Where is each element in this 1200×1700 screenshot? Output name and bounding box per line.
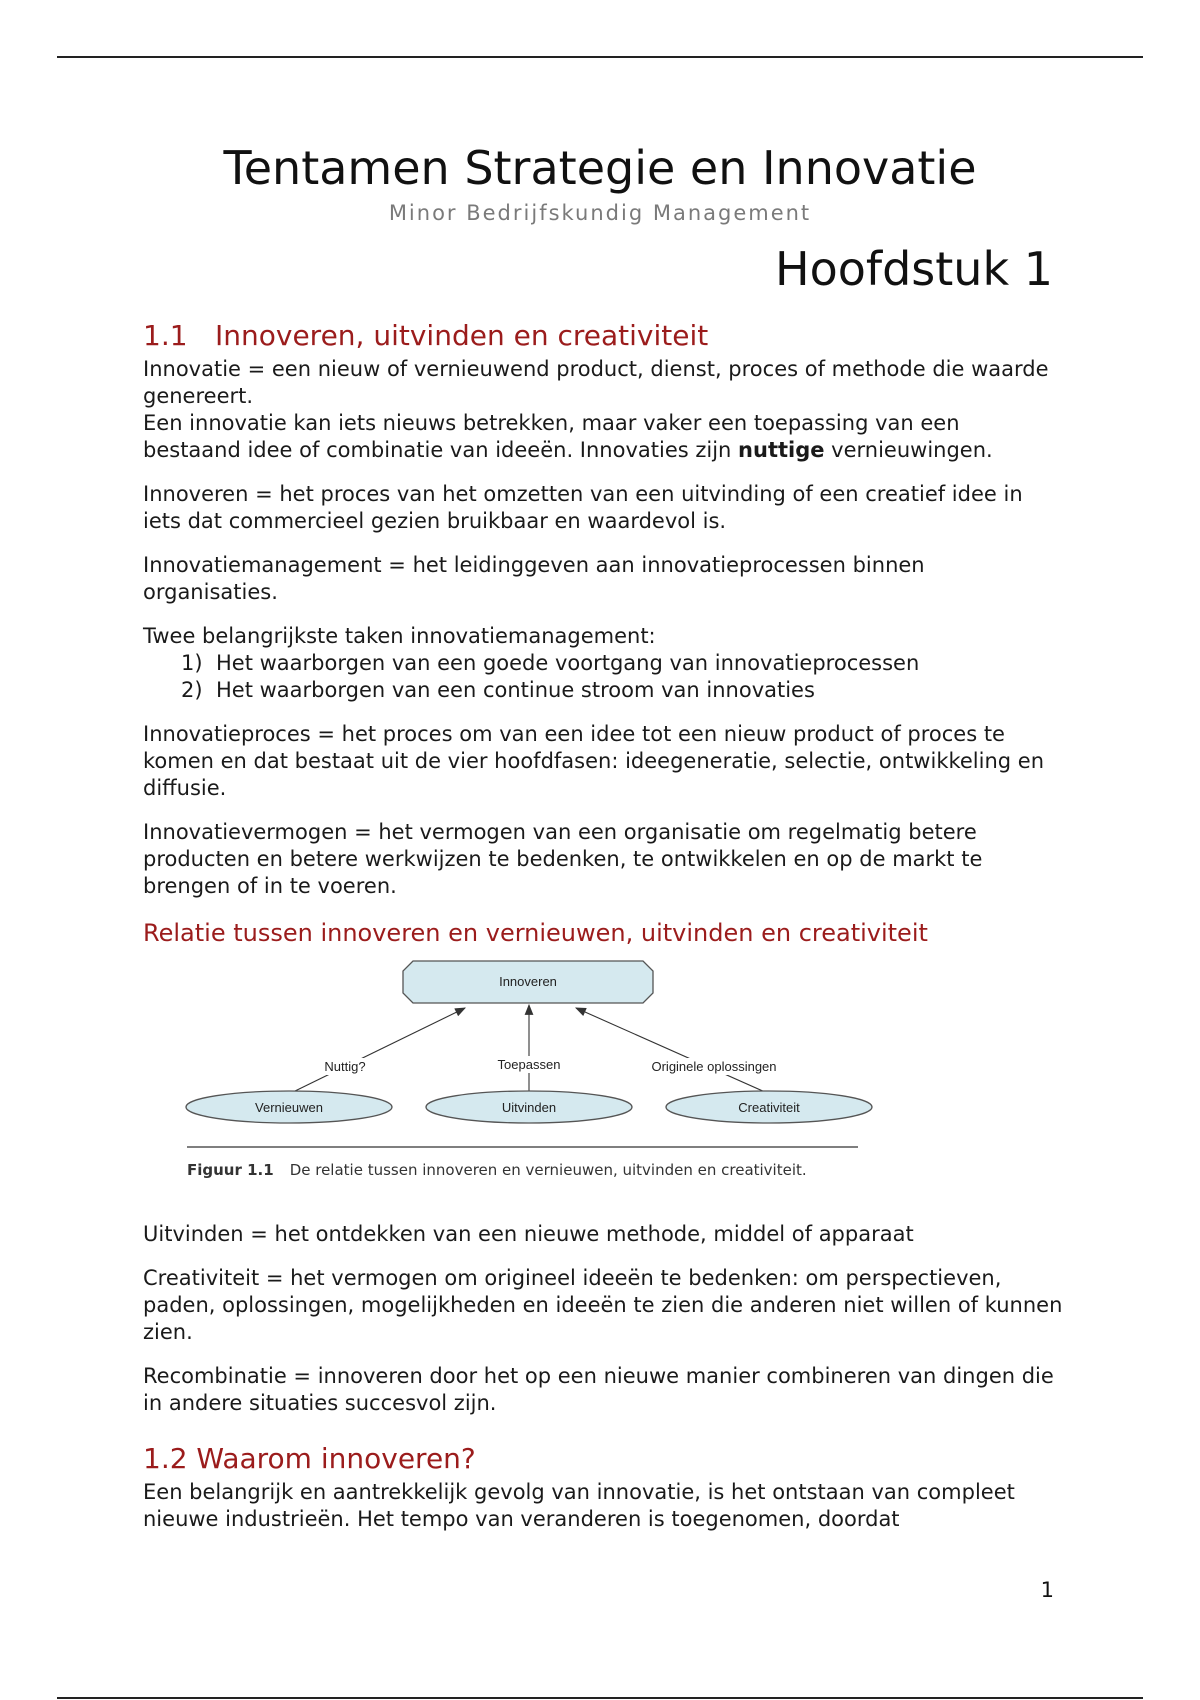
list-number: 1) xyxy=(181,651,203,675)
subheading-relatie: Relatie tussen innoveren en vernieuwen, uitvinden en creativiteit xyxy=(143,919,928,947)
section-number: 1.1 xyxy=(143,319,188,352)
paragraph-innovatie-definition: Innovatie = een nieuw of vernieuwend product, dienst, proces of methode die waarde genereert. xyxy=(143,357,1049,408)
tasks-list xyxy=(143,650,1063,704)
figure-caption-label: Figuur 1.1 xyxy=(187,1161,274,1179)
node-uitvinden-label: Uitvinden xyxy=(501,1100,557,1115)
section-heading-1-1 xyxy=(143,318,1063,354)
node-innoveren-label: Innoveren xyxy=(499,974,557,989)
document-subtitle: Minor Bedrijfskundig Management xyxy=(388,201,812,225)
edge-label-originele-oplossingen: Originele oplossingen xyxy=(651,1059,777,1074)
node-creativiteit-label: Creativiteit xyxy=(738,1100,800,1115)
figure-caption xyxy=(187,1157,807,1184)
paragraph-waarom-innoveren: Een belangrijk en aantrekkelijk gevolg van innovatie, is het ontstaan van compleet nieuwe industrieën. Het tempo van veranderen is toegenomen, doordat xyxy=(143,1480,1015,1531)
top-rule xyxy=(57,56,1143,58)
list-text: Het waarborgen van een continue stroom van innovaties xyxy=(216,678,815,702)
text-run: Een innovatie kan iets nieuws betrekken, maar vaker een toepassing van een bestaand idee of combinatie van ideeën. Innovaties zijn xyxy=(143,411,960,462)
tasks-intro: Twee belangrijkste taken innovatiemanagement: xyxy=(143,624,656,648)
chapter-heading: Hoofdstuk 1 xyxy=(775,242,1053,296)
figure-caption-text: De relatie tussen innoveren en vernieuwen, uitvinden en creativiteit. xyxy=(289,1161,807,1179)
document-title: Tentamen Strategie en Innovatie xyxy=(223,141,977,195)
list-text: Het waarborgen van een goede voortgang van innovatieprocessen xyxy=(216,651,920,675)
edge-vernieuwen xyxy=(293,1008,465,1092)
edge-label-nuttig: Nuttig? xyxy=(324,1059,366,1074)
paragraph-recombinatie-definition: Recombinatie = innoveren door het op een nieuwe manier combineren van dingen die in andere situaties succesvol zijn. xyxy=(143,1364,1054,1415)
bold-term: nuttige xyxy=(738,438,825,462)
paragraph-innovatie-explanation xyxy=(143,410,1063,464)
paragraph-uitvinden-definition: Uitvinden = het ontdekken van een nieuwe methode, middel of apparaat xyxy=(143,1222,914,1246)
list-item xyxy=(143,677,1063,704)
edge-creativiteit xyxy=(576,1008,765,1092)
document-body xyxy=(143,318,1063,1550)
list-number: 2) xyxy=(181,678,203,702)
section-heading-1-2: 1.2 Waarom innoveren? xyxy=(143,1442,476,1475)
bottom-rule xyxy=(57,1697,1143,1699)
text-run: vernieuwingen. xyxy=(824,438,993,462)
paragraph-creativiteit-definition: Creativiteit = het vermogen om origineel ideeën te bedenken: om perspectieven, paden, oplossingen, mogelijkheden en ideeën te zien die anderen niet willen of kunnen zien. xyxy=(143,1266,1063,1344)
node-vernieuwen-label: Vernieuwen xyxy=(255,1100,323,1115)
list-item xyxy=(143,650,1063,677)
edge-label-toepassen: Toepassen xyxy=(497,1057,561,1072)
page-number: 1 xyxy=(1040,1578,1054,1602)
paragraph-innovatievermogen-definition: Innovatievermogen = het vermogen van een organisatie om regelmatig betere producten en betere werkwijzen te bedenken, te ontwikkelen en op de markt te brengen of in te voeren. xyxy=(143,820,983,898)
section-title: Innoveren, uitvinden en creativiteit xyxy=(215,319,709,352)
paragraph-innovatiemanagement-definition: Innovatiemanagement = het leidinggeven aan innovatieprocessen binnen organisaties. xyxy=(143,553,925,604)
paragraph-innoveren-definition: Innoveren = het proces van het omzetten van een uitvinding of een creatief idee in iets dat commercieel gezien bruikbaar en waardevol is. xyxy=(143,482,1023,533)
paragraph-innovatieproces-definition: Innovatieproces = het proces om van een idee tot een nieuw product of proces te komen en dat bestaat uit de vier hoofdfasen: ideegeneratie, selectie, ontwikkeling en diffusie. xyxy=(143,722,1045,800)
figure-1-1 xyxy=(143,957,1063,1207)
